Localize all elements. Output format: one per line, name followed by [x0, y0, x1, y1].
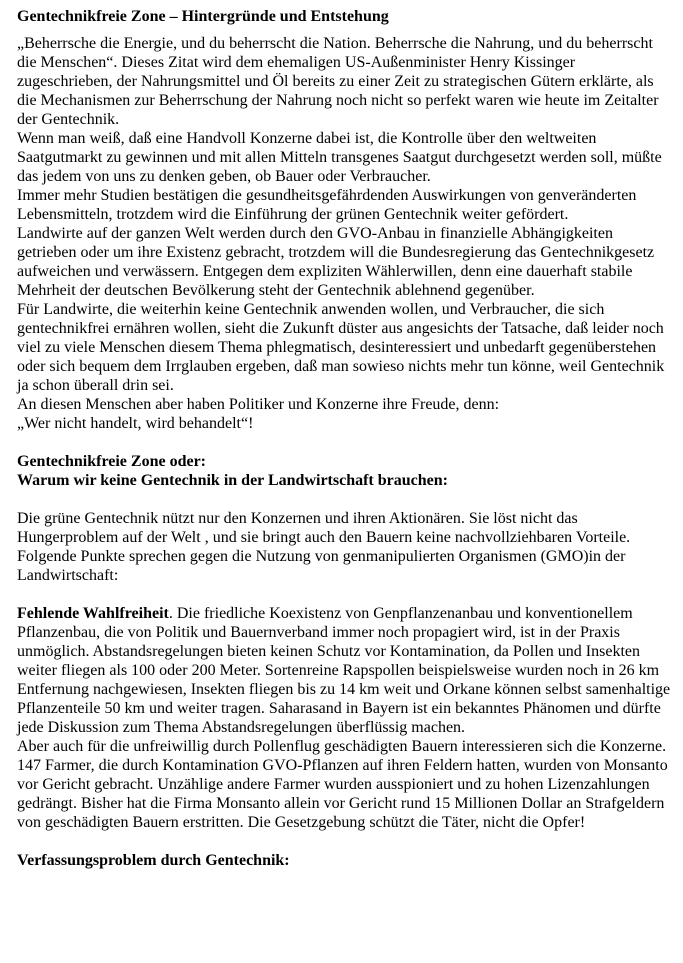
intro-paragraph-kissinger: „Beherrsche die Energie, und du beherrscht die Nation. Beherrsche die Nahrung, und du beherrscht die Menschen“. Dieses Zitat wird dem ehemaligen US-Außenminister Henry Kissinger zugeschrieben, der Nahrungsmittel und Öl bereits zu einer Zeit zu strategischen Gütern erklärte, als die Mechanismen zur Beherrschung der Nahrung noch nicht so perfekt waren wie heute im Zeitalter der Gentechnik.: [17, 35, 659, 128]
point-wahlfreiheit-lead: Fehlende Wahlfreiheit: [17, 605, 169, 622]
section2-heading-line2: Warum wir keine Gentechnik in der Landwirtschaft brauchen:: [17, 472, 448, 489]
point-wahlfreiheit: [17, 604, 674, 737]
intro-paragraph-studien: Immer mehr Studien bestätigen die gesundheitsgefährdenden Auswirkungen von genveränderten Lebensmitteln, trotzdem wird die Einführung der grünen Gentechnik weiter gefördert.: [17, 187, 637, 223]
intro-paragraph-landwirte: Landwirte auf der ganzen Welt werden durch den GVO-Anbau in finanzielle Abhängigkeiten getrieben oder um ihre Existenz gebracht, trotzdem will die Bundesregierung das Gentechnikgesetz aufweichen und verwässern. Entgegen dem expliziten Wählerwillen, denn eine dauerhaft stabile Mehrheit der deutschen Bevölkerung steht der Gentechnik ablehnend gegenüber.: [17, 225, 655, 299]
point-wahlfreiheit-continued: Aber auch für die unfreiwillig durch Pollenflug geschädigten Bauern interessieren sich die Konzerne. 147 Farmer, die durch Kontamination GVO-Pflanzen auf ihren Feldern hatten, wurden von Monsanto vor Gericht gebracht. Unzählige andere Farmer wurden ausspioniert und zu hohen Lizenzahlungen gedrängt. Bisher hat die Firma Monsanto allein vor Gericht rund 15 Millionen Dollar an Strafgeldern von geschädigten Bauern erstritten. Die Gesetzgebung schützt die Täter, nicht die Opfer!: [17, 738, 668, 831]
document-page: [17, 7, 674, 870]
intro-paragraph-zukunft: Für Landwirte, die weiterhin keine Gentechnik anwenden wollen, und Verbraucher, die sich gentechnikfrei ernähren wollen, sieht die Zukunft düster aus angesichts der Tatsache, daß leider noch viel zu viele Menschen diesem Thema phlegmatisch, desinteressiert und unbedarft gegenüberstehen oder sich bequem dem Irrglauben ergeben, daß man sowieso nichts mehr tun könne, weil Gentechnik ja schon überall drin sei.: [17, 301, 665, 394]
section2-heading-line1: Gentechnikfreie Zone oder:: [17, 453, 207, 470]
intro-quote: „Wer nicht handelt, wird behandelt“!: [17, 415, 254, 432]
intro-paragraph-saatgut: Wenn man weiß, daß eine Handvoll Konzerne dabei ist, die Kontrolle über den weltweiten Saatgutmarkt zu gewinnen und mit allen Mitteln transgenes Saatgut durchgesetzt werden soll, müßte das jedem von uns zu denken geben, ob Bauer oder Verbraucher.: [17, 130, 662, 185]
point-wahlfreiheit-text: . Die friedliche Koexistenz von Genpflanzenanbau und konventionellem Pflanzenbau, die von Politik und Bauernverband immer noch propagiert wird, ist in der Praxis unmöglich. Abstandsregelungen bieten keinen Schutz vor Kontamination, da Pollen und Insekten weiter fliegen als 100 oder 200 Meter. Sortenreine Rapspollen beispielsweise wurden noch in 26 km Entfernung nachgewiesen, Insekten fliegen bis zu 14 km weit und Orkane können selbst samenhaltige Pflanzenteile 50 km und weiter tragen. Saharasand in Bayern ist ein bekanntes Phänomen und dürfte jede Diskussion zum Thema Abstandsregelungen überflüssig machen.: [17, 605, 671, 736]
section3-heading: Verfassungsproblem durch Gentechnik:: [17, 852, 290, 869]
intro-paragraph-freude: An diesen Menschen aber haben Politiker und Konzerne ihre Freude, denn:: [17, 396, 500, 413]
section2-intro: Die grüne Gentechnik nützt nur den Konzernen und ihren Aktionären. Sie löst nicht das Hungerproblem auf der Welt , und sie bringt auch den Bauern keine nachvollziehbaren Vorteile. Folgende Punkte sprechen gegen die Nutzung von genmanipulierten Organismen (GMO)in der Landwirtschaft:: [17, 510, 631, 584]
document-title: Gentechnikfreie Zone – Hintergründe und Entstehung: [17, 8, 389, 25]
